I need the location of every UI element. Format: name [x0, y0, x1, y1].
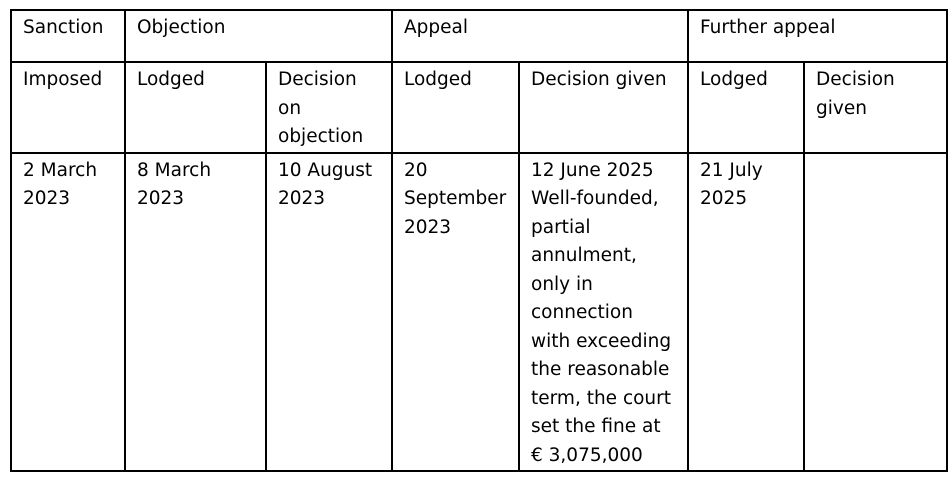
header-further-appeal-label: Further appeal	[700, 17, 836, 38]
cell-objection-decision	[266, 153, 392, 472]
header-sanction-label: Sanction	[23, 17, 104, 38]
subheader-further-decision	[804, 62, 947, 153]
header-objection-label: Objection	[137, 17, 226, 38]
subheader-objection-decision	[266, 62, 392, 153]
subheader-further-lodged-label: Lodged	[700, 69, 768, 90]
sanction-timeline-table	[10, 9, 948, 472]
header-further-appeal	[688, 10, 947, 62]
header-sanction	[11, 10, 125, 62]
cell-imposed-value: 2 March 2023	[23, 159, 98, 209]
cell-appeal-decision	[519, 153, 688, 472]
subheader-appeal-lodged-label: Lodged	[404, 69, 472, 90]
cell-objection-lodged	[125, 153, 266, 472]
subheader-objection-decision-label: Decision on objection	[278, 69, 364, 147]
cell-objection-lodged-value: 8 March 2023	[137, 159, 212, 209]
group-header-row	[11, 10, 947, 62]
cell-further-lodged	[688, 153, 804, 472]
subheader-imposed	[11, 62, 125, 153]
subheader-appeal-decision	[519, 62, 688, 153]
subheader-further-decision-label: Decision given	[816, 69, 895, 119]
header-appeal-label: Appeal	[404, 17, 469, 38]
cell-appeal-lodged-value: 20 September 2023	[404, 159, 507, 238]
cell-objection-decision-value: 10 August 2023	[278, 159, 373, 209]
subheader-further-lodged	[688, 62, 804, 153]
cell-further-lodged-value: 21 July 2025	[700, 159, 763, 209]
header-appeal	[392, 10, 688, 62]
cell-appeal-lodged	[392, 153, 519, 472]
subheader-appeal-lodged	[392, 62, 519, 153]
cell-appeal-decision-value: 12 June 2025 Well-founded, partial annulment, only in connection with exceeding the reasonable term, the court set the fine at € 3,075,000	[531, 159, 672, 466]
subheader-objection-lodged	[125, 62, 266, 153]
header-objection	[125, 10, 392, 62]
subheader-objection-lodged-label: Lodged	[137, 69, 205, 90]
cell-imposed	[11, 153, 125, 472]
subheader-imposed-label: Imposed	[23, 69, 103, 90]
cell-further-decision	[804, 153, 947, 472]
table-row	[11, 153, 947, 472]
sub-header-row	[11, 62, 947, 153]
subheader-appeal-decision-label: Decision given	[531, 69, 667, 90]
